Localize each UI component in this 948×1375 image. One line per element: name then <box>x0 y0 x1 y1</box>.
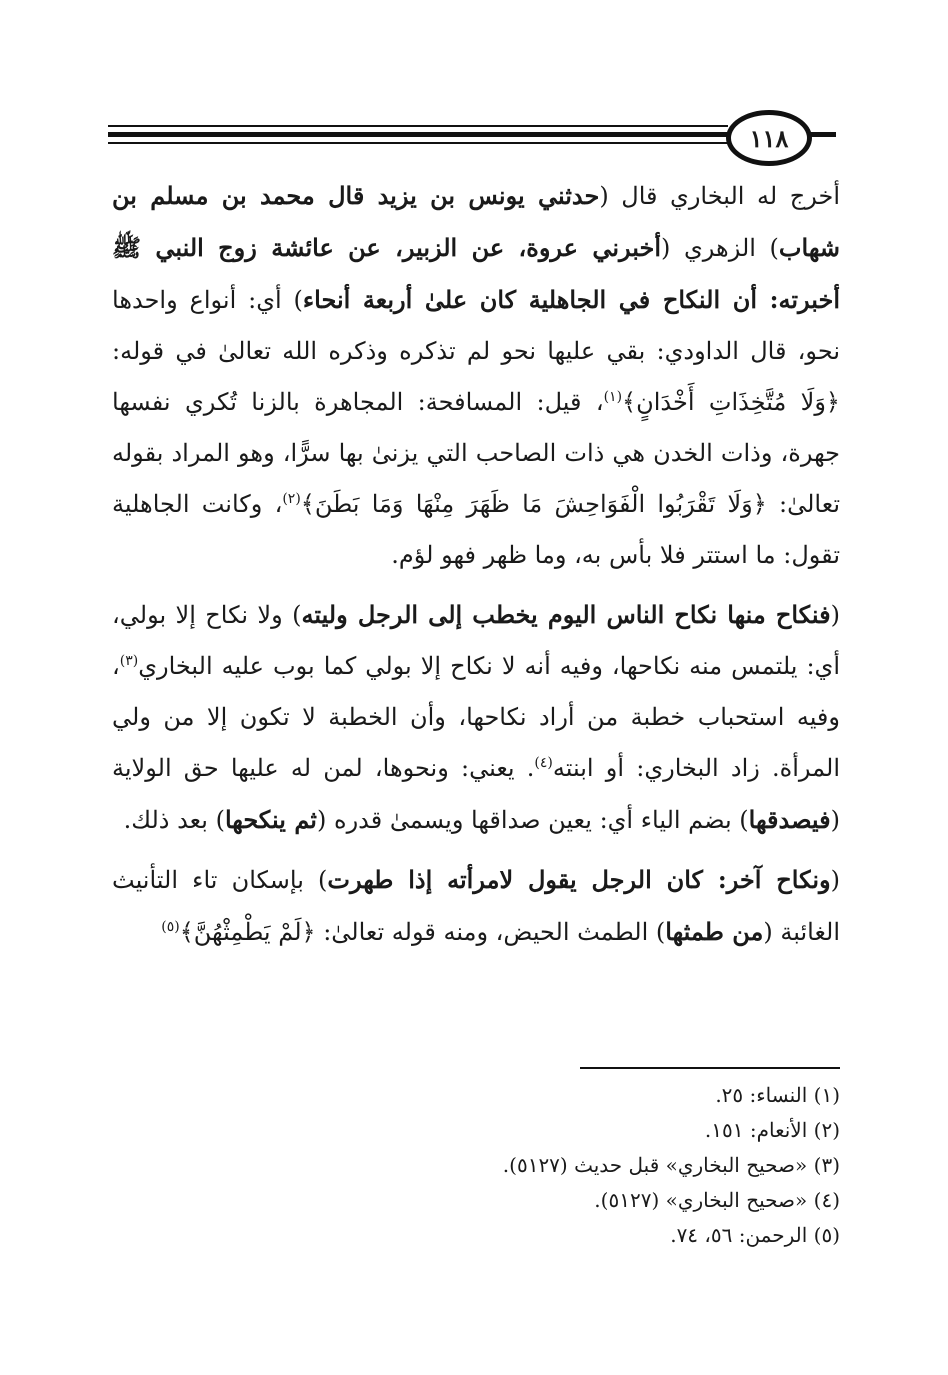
text-run: ( <box>830 866 841 894</box>
text-run: ) ولا نكاح إلا بولي، أي: يلتمس منه نكاحها، وفيه أنه لا نكاح إلا بولي كما بوب عليه البخاري <box>112 601 840 680</box>
page-header <box>108 112 836 162</box>
text-run: ، وكانت الجاهلية تقول: ما استتر فلا بأس به، وما ظهر فهو لؤم. <box>112 490 840 569</box>
footnote: (٥) الرحمن: ٥٦، ٧٤. <box>670 1223 840 1247</box>
text-run: ) بإسكان تاء التأنيث الغائبة ( <box>112 866 840 946</box>
main-text <box>112 170 840 958</box>
hadith-text: حدثني يونس بن يزيد قال محمد بن مسلم بن شهاب <box>112 181 840 262</box>
paragraph <box>112 170 840 581</box>
text-run: ) الطمث الحيض، ومنه قوله تعالىٰ: ﴿لَمْ يَطْمِثْهُنَّ﴾ <box>179 918 666 946</box>
text-run: ، قيل: المسافحة: المجاهرة بالزنا تُكري نفسها جهرة، وذات الخدن هي ذات الصاحب التي يزنىٰ بها سرًّا، وهو المراد بقوله تعالىٰ: ﴿وَلَا تَقْرَبُوا الْفَوَاحِشَ مَا ظَهَرَ مِنْهَا وَمَا بَطَنَ﴾ <box>112 388 840 518</box>
header-rule <box>108 142 728 144</box>
hadith-text: من طمثها <box>665 917 764 946</box>
footnote-ref[interactable]: (٤) <box>534 755 553 771</box>
text-run: ) الزهري ( <box>661 234 779 262</box>
footnote: (٣) «صحيح البخاري» قبل حديث (٥١٢٧). <box>502 1153 840 1177</box>
hadith-text: فيصدقها <box>748 805 831 834</box>
text-run: ) بعد ذلك. <box>123 806 225 834</box>
footnote-ref[interactable]: (٥) <box>161 919 180 935</box>
footnotes <box>112 1078 840 1253</box>
hadith-text: ثم ينكحها <box>224 805 317 834</box>
text-run: . يعني: ونحوها، لمن له عليها حق الولاية ( <box>112 754 840 834</box>
footnote-divider <box>580 1067 840 1069</box>
footnote-ref[interactable]: (٣) <box>119 653 139 669</box>
hadith-text: أخبرني عروة، عن الزبير، عن عائشة زوج النبي ﷺ أخبرته: أن النكاح في الجاهلية كان علىٰ أربعة أنحاء <box>112 233 840 314</box>
paragraph <box>112 854 840 958</box>
header-rule <box>808 132 836 137</box>
header-rule <box>108 125 728 127</box>
footnote-ref[interactable]: (٢) <box>282 491 301 507</box>
text-run: ، وفيه استحباب خطبة من أراد نكاحها، وأن الخطبة لا تكون إلا من ولي المرأة. زاد البخاري: أو ابنته <box>112 652 841 782</box>
text-run: ) أي: أنواع واحدها نحو، قال الداودي: بقي عليها نحو لم تذكره وذكره الله تعالىٰ في قوله: ﴿وَلَا مُتَّخِذَاتِ أَخْدَانٍ﴾ <box>112 286 840 416</box>
hadith-text: فنكاح منها نكاح الناس اليوم يخطب إلى الرجل وليته <box>301 600 831 629</box>
text-run: ) بضم الياء أي: يعين صداقها ويسمىٰ قدره ( <box>317 806 749 834</box>
paragraph <box>112 589 840 846</box>
footnote: (٤) «صحيح البخاري» (٥١٢٧). <box>594 1188 840 1212</box>
footnote-ref[interactable]: (١) <box>603 389 623 405</box>
footnote: (١) النساء: ٢٥. <box>715 1083 840 1107</box>
text-run: أخرج له البخاري قال ( <box>599 182 840 210</box>
header-rule <box>108 132 728 137</box>
text-run: ( <box>830 601 840 629</box>
page-number: ١١٨ <box>726 110 812 166</box>
footnote: (٢) الأنعام: ١٥١. <box>704 1118 840 1142</box>
hadith-text: ونكاح آخر: كان الرجل يقول لامرأته إذا طهرت <box>327 865 831 894</box>
